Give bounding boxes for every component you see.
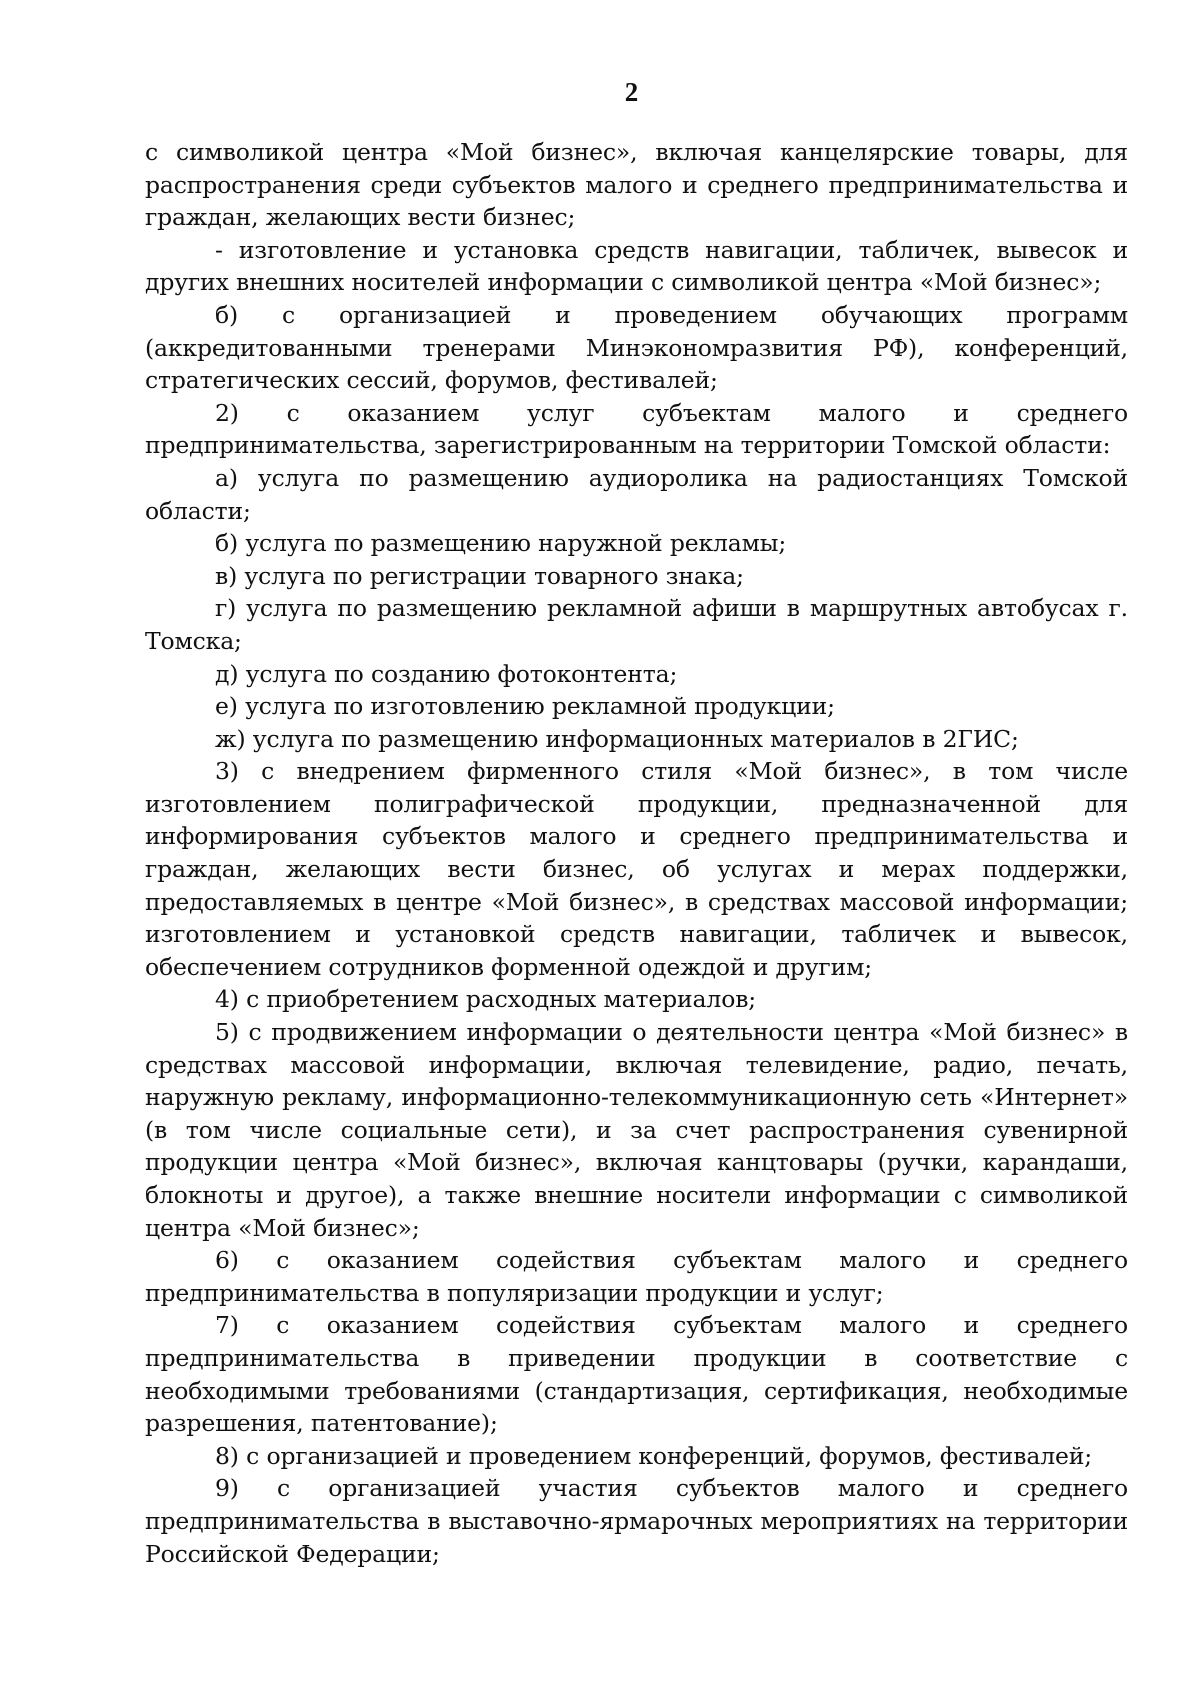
paragraph: д) услуга по созданию фотоконтента;: [215, 659, 678, 688]
paragraph: 2) с оказанием услуг субъектам малого и среднего предпринимательства, зарегистрированным на территории Томской области:: [145, 398, 1128, 460]
paragraph: с символикой центра «Мой бизнес», включая канцелярские товары, для распространения среди субъектов малого и среднего предпринимательства и граждан, желающих вести бизнес;: [145, 138, 1128, 232]
paragraph: а) услуга по размещению аудиоролика на радиостанциях Томской области;: [145, 463, 1128, 525]
paragraph: б) с организацией и проведением обучающих программ (аккредитованными тренерами Минэкономразвития РФ), конференций, стратегических сессий, форумов, фестивалей;: [145, 300, 1128, 395]
paragraph: е) услуга по изготовлению рекламной продукции;: [215, 692, 835, 721]
paragraph: 9) с организацией участия субъектов малого и среднего предпринимательства в выставочно-ярмарочных мероприятиях на территории Российской Федерации;: [145, 1474, 1128, 1568]
paragraph: - изготовление и установка средств навигации, табличек, вывесок и других внешних носителей информации с символикой центра «Мой бизнес»;: [145, 235, 1128, 297]
paragraph: б) услуга по размещению наружной рекламы;: [215, 529, 787, 558]
paragraph: 7) с оказанием содействия субъектам малого и среднего предпринимательства в приведении продукции в соответствие с необходимыми требованиями (стандартизация, сертификация, необходимые разрешения, патентование);: [145, 1311, 1128, 1438]
document-body: [145, 136, 1128, 1570]
paragraph: 3) с внедрением фирменного стиля «Мой бизнес», в том числе изготовлением полиграфической продукции, предназначенной для информирования субъектов малого и среднего предпринимательства и граждан, желающих вести бизнес, об услугах и мерах поддержки, предоставляемых в центре «Мой бизнес», в средствах массовой информации; изготовлением и установкой средств навигации, табличек и вывесок, обеспечением сотрудников форменной одеждой и другим;: [145, 757, 1128, 981]
paragraph: 5) с продвижением информации о деятельности центра «Мой бизнес» в средствах массовой информации, включая телевидение, радио, печать, наружную рекламу, информационно-телекоммуникационную сеть «Интернет» (в том числе социальные сети), и за счет распространения сувенирной продукции центра «Мой бизнес», включая канцтовары (ручки, карандаши, блокноты и другое), а также внешние носители информации с символикой центра «Мой бизнес»;: [145, 1018, 1128, 1242]
paragraph: в) услуга по регистрации товарного знака;: [215, 561, 744, 590]
paragraph: 8) с организацией и проведением конференций, форумов, фестивалей;: [215, 1441, 1093, 1470]
page-number: 2: [624, 77, 639, 107]
paragraph: г) услуга по размещению рекламной афиши в маршрутных автобусах г. Томска;: [145, 594, 1128, 655]
paragraph: 6) с оказанием содействия субъектам малого и среднего предпринимательства в популяризации продукции и услуг;: [145, 1246, 1128, 1307]
paragraph: ж) услуга по размещению информационных материалов в 2ГИС;: [215, 724, 1019, 753]
paragraph: 4) с приобретением расходных материалов;: [215, 985, 757, 1014]
